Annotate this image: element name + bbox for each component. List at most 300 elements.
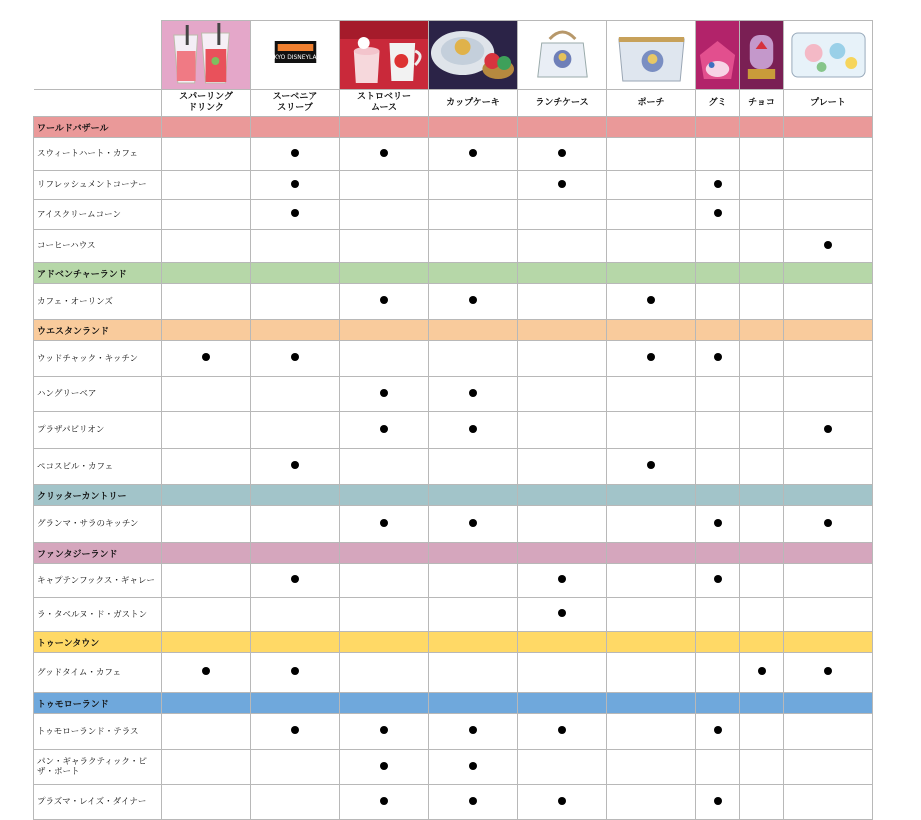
available-dot-icon bbox=[291, 667, 299, 675]
availability-cell bbox=[784, 377, 873, 412]
available-dot-icon bbox=[647, 296, 655, 304]
available-dot-icon bbox=[758, 667, 766, 675]
area-band-cell bbox=[162, 543, 251, 564]
availability-cell bbox=[784, 200, 873, 230]
availability-cell bbox=[518, 750, 607, 785]
shop-row bbox=[34, 284, 873, 320]
available-dot-icon bbox=[380, 296, 388, 304]
availability-table-wrapper bbox=[33, 20, 873, 820]
availability-cell bbox=[784, 284, 873, 320]
area-band-cell bbox=[740, 263, 784, 284]
area-band-cell bbox=[696, 263, 740, 284]
availability-cell bbox=[340, 653, 429, 693]
availability-cell bbox=[429, 377, 518, 412]
availability-cell bbox=[518, 412, 607, 449]
area-band-cell bbox=[607, 543, 696, 564]
availability-cell bbox=[162, 377, 251, 412]
availability-cell bbox=[696, 171, 740, 200]
availability-cell bbox=[740, 230, 784, 263]
availability-cell bbox=[607, 138, 696, 171]
area-band-cell bbox=[429, 263, 518, 284]
availability-cell bbox=[251, 653, 340, 693]
availability-cell bbox=[696, 506, 740, 543]
area-name: アドベンチャーランド bbox=[34, 263, 162, 284]
area-header-row bbox=[34, 320, 873, 341]
product-image-cell bbox=[696, 21, 740, 90]
availability-cell bbox=[518, 230, 607, 263]
shop-name: グランマ・サラのキッチン bbox=[34, 506, 162, 543]
area-band-cell bbox=[251, 320, 340, 341]
area-band-cell bbox=[340, 632, 429, 653]
availability-cell bbox=[607, 564, 696, 598]
availability-cell bbox=[740, 750, 784, 785]
availability-cell bbox=[251, 341, 340, 377]
availability-cell bbox=[740, 714, 784, 750]
area-band-cell bbox=[251, 543, 340, 564]
area-band-cell bbox=[162, 485, 251, 506]
shop-name: スウィートハート・カフェ bbox=[34, 138, 162, 171]
shop-row bbox=[34, 341, 873, 377]
availability-cell bbox=[518, 449, 607, 485]
available-dot-icon bbox=[202, 667, 210, 675]
availability-cell bbox=[429, 200, 518, 230]
available-dot-icon bbox=[558, 575, 566, 583]
availability-cell bbox=[607, 341, 696, 377]
availability-cell bbox=[340, 138, 429, 171]
availability-cell bbox=[340, 750, 429, 785]
area-band-cell bbox=[429, 485, 518, 506]
area-band-cell bbox=[607, 632, 696, 653]
available-dot-icon bbox=[469, 425, 477, 433]
shop-name: キャプテンフックス・ギャレー bbox=[34, 564, 162, 598]
area-header-row bbox=[34, 543, 873, 564]
availability-cell bbox=[429, 785, 518, 820]
available-dot-icon bbox=[469, 762, 477, 770]
area-band-cell bbox=[696, 117, 740, 138]
availability-cell bbox=[607, 200, 696, 230]
availability-cell bbox=[518, 714, 607, 750]
shop-row bbox=[34, 506, 873, 543]
shop-name: プラザパビリオン bbox=[34, 412, 162, 449]
availability-cell bbox=[162, 506, 251, 543]
strawberry-mousse-icon bbox=[340, 21, 428, 89]
available-dot-icon bbox=[469, 389, 477, 397]
availability-cell bbox=[784, 653, 873, 693]
product-image-cell bbox=[740, 21, 784, 90]
product-image-row bbox=[34, 21, 873, 90]
area-band-cell bbox=[784, 543, 873, 564]
availability-cell bbox=[429, 750, 518, 785]
area-header-row bbox=[34, 485, 873, 506]
area-band-cell bbox=[784, 485, 873, 506]
area-band-cell bbox=[740, 117, 784, 138]
pouch-icon bbox=[607, 21, 695, 89]
available-dot-icon bbox=[558, 609, 566, 617]
area-band-cell bbox=[518, 543, 607, 564]
column-header: グミ bbox=[696, 90, 740, 117]
availability-cell bbox=[162, 341, 251, 377]
shop-name: カフェ・オーリンズ bbox=[34, 284, 162, 320]
shop-row bbox=[34, 138, 873, 171]
availability-cell bbox=[340, 449, 429, 485]
shop-name: トゥモローランド・テラス bbox=[34, 714, 162, 750]
availability-cell bbox=[340, 230, 429, 263]
area-band-cell bbox=[162, 320, 251, 341]
availability-cell bbox=[429, 171, 518, 200]
availability-cell bbox=[740, 171, 784, 200]
available-dot-icon bbox=[291, 209, 299, 217]
available-dot-icon bbox=[714, 519, 722, 527]
area-band-cell bbox=[251, 632, 340, 653]
area-band-cell bbox=[162, 263, 251, 284]
shop-row bbox=[34, 598, 873, 632]
availability-cell bbox=[518, 171, 607, 200]
column-header: スーベニア スリーブ bbox=[251, 90, 340, 117]
availability-cell bbox=[607, 750, 696, 785]
area-band-cell bbox=[251, 485, 340, 506]
availability-cell bbox=[740, 506, 784, 543]
available-dot-icon bbox=[714, 180, 722, 188]
available-dot-icon bbox=[469, 519, 477, 527]
availability-cell bbox=[784, 750, 873, 785]
area-band-cell bbox=[340, 693, 429, 714]
availability-cell bbox=[740, 449, 784, 485]
area-band-cell bbox=[429, 320, 518, 341]
area-name: クリッターカントリー bbox=[34, 485, 162, 506]
shop-row bbox=[34, 200, 873, 230]
column-header: チョコ bbox=[740, 90, 784, 117]
available-dot-icon bbox=[469, 149, 477, 157]
area-band-cell bbox=[429, 117, 518, 138]
availability-cell bbox=[518, 653, 607, 693]
available-dot-icon bbox=[469, 797, 477, 805]
availability-cell bbox=[162, 412, 251, 449]
gummy-icon bbox=[696, 21, 739, 89]
availability-cell bbox=[429, 564, 518, 598]
availability-cell bbox=[162, 171, 251, 200]
availability-cell bbox=[784, 412, 873, 449]
area-name: ファンタジーランド bbox=[34, 543, 162, 564]
available-dot-icon bbox=[380, 389, 388, 397]
column-header: プレート bbox=[784, 90, 873, 117]
availability-cell bbox=[162, 200, 251, 230]
availability-cell bbox=[740, 341, 784, 377]
availability-cell bbox=[784, 714, 873, 750]
area-band-cell bbox=[784, 632, 873, 653]
availability-cell bbox=[696, 598, 740, 632]
area-band-cell bbox=[784, 320, 873, 341]
shop-name: ペコスビル・カフェ bbox=[34, 449, 162, 485]
product-image-cell bbox=[607, 21, 696, 90]
availability-cell bbox=[696, 714, 740, 750]
area-band-cell bbox=[429, 693, 518, 714]
area-band-cell bbox=[340, 320, 429, 341]
column-header: ポーチ bbox=[607, 90, 696, 117]
availability-cell bbox=[340, 506, 429, 543]
product-header-row bbox=[34, 90, 873, 117]
available-dot-icon bbox=[647, 353, 655, 361]
area-band-cell bbox=[162, 632, 251, 653]
availability-cell bbox=[340, 714, 429, 750]
availability-cell bbox=[162, 564, 251, 598]
availability-cell bbox=[607, 714, 696, 750]
area-band-cell bbox=[518, 320, 607, 341]
area-band-cell bbox=[340, 117, 429, 138]
available-dot-icon bbox=[469, 726, 477, 734]
availability-cell bbox=[429, 598, 518, 632]
availability-cell bbox=[162, 138, 251, 171]
availability-cell bbox=[607, 785, 696, 820]
area-band-cell bbox=[340, 485, 429, 506]
availability-cell bbox=[162, 449, 251, 485]
availability-cell bbox=[162, 230, 251, 263]
available-dot-icon bbox=[824, 241, 832, 249]
area-band-cell bbox=[518, 693, 607, 714]
area-band-cell bbox=[696, 693, 740, 714]
availability-cell bbox=[429, 412, 518, 449]
availability-cell bbox=[784, 449, 873, 485]
available-dot-icon bbox=[291, 180, 299, 188]
souvenir-sleeve-icon bbox=[251, 21, 339, 89]
availability-cell bbox=[784, 341, 873, 377]
area-header-row bbox=[34, 632, 873, 653]
area-band-cell bbox=[607, 263, 696, 284]
available-dot-icon bbox=[714, 726, 722, 734]
shop-row bbox=[34, 653, 873, 693]
availability-cell bbox=[696, 377, 740, 412]
availability-cell bbox=[340, 564, 429, 598]
availability-cell bbox=[518, 506, 607, 543]
area-band-cell bbox=[740, 632, 784, 653]
product-image-cell bbox=[518, 21, 607, 90]
availability-cell bbox=[784, 598, 873, 632]
area-name: トゥーンタウン bbox=[34, 632, 162, 653]
column-header: ストロベリー ムース bbox=[340, 90, 429, 117]
shop-row bbox=[34, 714, 873, 750]
available-dot-icon bbox=[291, 575, 299, 583]
availability-cell bbox=[740, 653, 784, 693]
availability-cell bbox=[429, 714, 518, 750]
shop-name: コーヒーハウス bbox=[34, 230, 162, 263]
area-band-cell bbox=[518, 485, 607, 506]
shop-name: ウッドチャック・キッチン bbox=[34, 341, 162, 377]
availability-cell bbox=[251, 598, 340, 632]
availability-cell bbox=[162, 598, 251, 632]
product-image-cell bbox=[340, 21, 429, 90]
area-name: ワールドバザール bbox=[34, 117, 162, 138]
area-band-cell bbox=[607, 320, 696, 341]
available-dot-icon bbox=[380, 726, 388, 734]
availability-cell bbox=[607, 412, 696, 449]
available-dot-icon bbox=[647, 461, 655, 469]
shop-row bbox=[34, 750, 873, 785]
availability-cell bbox=[607, 284, 696, 320]
column-header: ランチケース bbox=[518, 90, 607, 117]
availability-cell bbox=[784, 230, 873, 263]
availability-cell bbox=[251, 171, 340, 200]
availability-cell bbox=[696, 412, 740, 449]
available-dot-icon bbox=[291, 726, 299, 734]
availability-cell bbox=[607, 449, 696, 485]
availability-cell bbox=[251, 377, 340, 412]
availability-cell bbox=[518, 341, 607, 377]
availability-cell bbox=[251, 506, 340, 543]
available-dot-icon bbox=[714, 797, 722, 805]
area-header-row bbox=[34, 263, 873, 284]
shop-name: ハングリーベア bbox=[34, 377, 162, 412]
availability-cell bbox=[696, 284, 740, 320]
available-dot-icon bbox=[380, 425, 388, 433]
availability-cell bbox=[607, 377, 696, 412]
area-band-cell bbox=[607, 117, 696, 138]
availability-cell bbox=[740, 138, 784, 171]
available-dot-icon bbox=[714, 209, 722, 217]
area-band-cell bbox=[518, 263, 607, 284]
area-band-cell bbox=[251, 693, 340, 714]
shop-row bbox=[34, 564, 873, 598]
available-dot-icon bbox=[714, 353, 722, 361]
availability-cell bbox=[251, 449, 340, 485]
availability-cell bbox=[251, 714, 340, 750]
available-dot-icon bbox=[380, 519, 388, 527]
area-band-cell bbox=[696, 632, 740, 653]
product-image-cell bbox=[429, 21, 518, 90]
availability-cell bbox=[696, 138, 740, 171]
availability-cell bbox=[696, 653, 740, 693]
area-name: ウエスタンランド bbox=[34, 320, 162, 341]
area-band-cell bbox=[251, 263, 340, 284]
shop-row bbox=[34, 377, 873, 412]
availability-cell bbox=[340, 377, 429, 412]
availability-cell bbox=[696, 564, 740, 598]
availability-cell bbox=[740, 598, 784, 632]
availability-cell bbox=[429, 341, 518, 377]
svg-text:TOKYO DISNEYLAND: TOKYO DISNEYLAND bbox=[265, 53, 326, 62]
available-dot-icon bbox=[558, 180, 566, 188]
available-dot-icon bbox=[558, 149, 566, 157]
available-dot-icon bbox=[558, 726, 566, 734]
available-dot-icon bbox=[380, 797, 388, 805]
availability-cell bbox=[340, 412, 429, 449]
availability-cell bbox=[162, 750, 251, 785]
available-dot-icon bbox=[469, 296, 477, 304]
area-band-cell bbox=[518, 117, 607, 138]
available-dot-icon bbox=[824, 519, 832, 527]
shop-name: グッドタイム・カフェ bbox=[34, 653, 162, 693]
availability-cell bbox=[162, 714, 251, 750]
area-band-cell bbox=[340, 543, 429, 564]
availability-cell bbox=[740, 200, 784, 230]
availability-cell bbox=[607, 653, 696, 693]
availability-cell bbox=[340, 171, 429, 200]
available-dot-icon bbox=[380, 149, 388, 157]
available-dot-icon bbox=[291, 461, 299, 469]
availability-cell bbox=[696, 230, 740, 263]
area-band-cell bbox=[740, 693, 784, 714]
shop-row bbox=[34, 171, 873, 200]
header-corner-cell bbox=[34, 90, 162, 117]
product-image-cell bbox=[784, 21, 873, 90]
available-dot-icon bbox=[824, 667, 832, 675]
availability-cell bbox=[429, 506, 518, 543]
availability-cell bbox=[429, 653, 518, 693]
column-header: スパーリング ドリンク bbox=[162, 90, 251, 117]
shop-name: リフレッシュメントコーナー bbox=[34, 171, 162, 200]
availability-cell bbox=[340, 785, 429, 820]
area-band-cell bbox=[607, 485, 696, 506]
area-band-cell bbox=[251, 117, 340, 138]
availability-cell bbox=[607, 506, 696, 543]
availability-cell bbox=[696, 449, 740, 485]
availability-cell bbox=[251, 564, 340, 598]
availability-cell bbox=[518, 377, 607, 412]
available-dot-icon bbox=[380, 762, 388, 770]
availability-cell bbox=[784, 506, 873, 543]
product-image-cell bbox=[251, 21, 340, 90]
availability-cell bbox=[340, 200, 429, 230]
shop-name: パン・ギャラクティック・ピザ・ポート bbox=[34, 750, 162, 785]
shop-name: ラ・タベルヌ・ド・ガストン bbox=[34, 598, 162, 632]
cupcake-icon bbox=[429, 21, 517, 89]
available-dot-icon bbox=[202, 353, 210, 361]
availability-cell bbox=[340, 284, 429, 320]
area-header-row bbox=[34, 117, 873, 138]
area-band-cell bbox=[607, 693, 696, 714]
available-dot-icon bbox=[291, 149, 299, 157]
availability-cell bbox=[784, 171, 873, 200]
availability-cell bbox=[696, 341, 740, 377]
availability-cell bbox=[740, 412, 784, 449]
area-band-cell bbox=[162, 693, 251, 714]
availability-cell bbox=[340, 341, 429, 377]
area-band-cell bbox=[340, 263, 429, 284]
area-band-cell bbox=[162, 117, 251, 138]
area-name: トゥモローランド bbox=[34, 693, 162, 714]
shop-row bbox=[34, 449, 873, 485]
area-band-cell bbox=[518, 632, 607, 653]
availability-cell bbox=[251, 138, 340, 171]
availability-cell bbox=[518, 785, 607, 820]
product-image-cell bbox=[162, 21, 251, 90]
availability-cell bbox=[251, 200, 340, 230]
column-header: カップケーキ bbox=[429, 90, 518, 117]
availability-cell bbox=[607, 230, 696, 263]
area-band-cell bbox=[740, 320, 784, 341]
availability-cell bbox=[429, 449, 518, 485]
chocolate-icon bbox=[740, 21, 783, 89]
availability-cell bbox=[740, 284, 784, 320]
availability-cell bbox=[162, 785, 251, 820]
shop-row bbox=[34, 230, 873, 263]
availability-cell bbox=[696, 785, 740, 820]
availability-cell bbox=[518, 200, 607, 230]
availability-cell bbox=[518, 564, 607, 598]
area-band-cell bbox=[696, 485, 740, 506]
shop-name: アイスクリームコーン bbox=[34, 200, 162, 230]
area-band-cell bbox=[784, 117, 873, 138]
lunch-case-icon bbox=[518, 21, 606, 89]
shop-name: プラズマ・レイズ・ダイナー bbox=[34, 785, 162, 820]
availability-cell bbox=[340, 598, 429, 632]
area-band-cell bbox=[784, 693, 873, 714]
area-band-cell bbox=[696, 320, 740, 341]
availability-cell bbox=[740, 564, 784, 598]
shop-row bbox=[34, 412, 873, 449]
plate-icon bbox=[784, 21, 872, 89]
available-dot-icon bbox=[558, 797, 566, 805]
availability-cell bbox=[740, 377, 784, 412]
area-band-cell bbox=[740, 543, 784, 564]
